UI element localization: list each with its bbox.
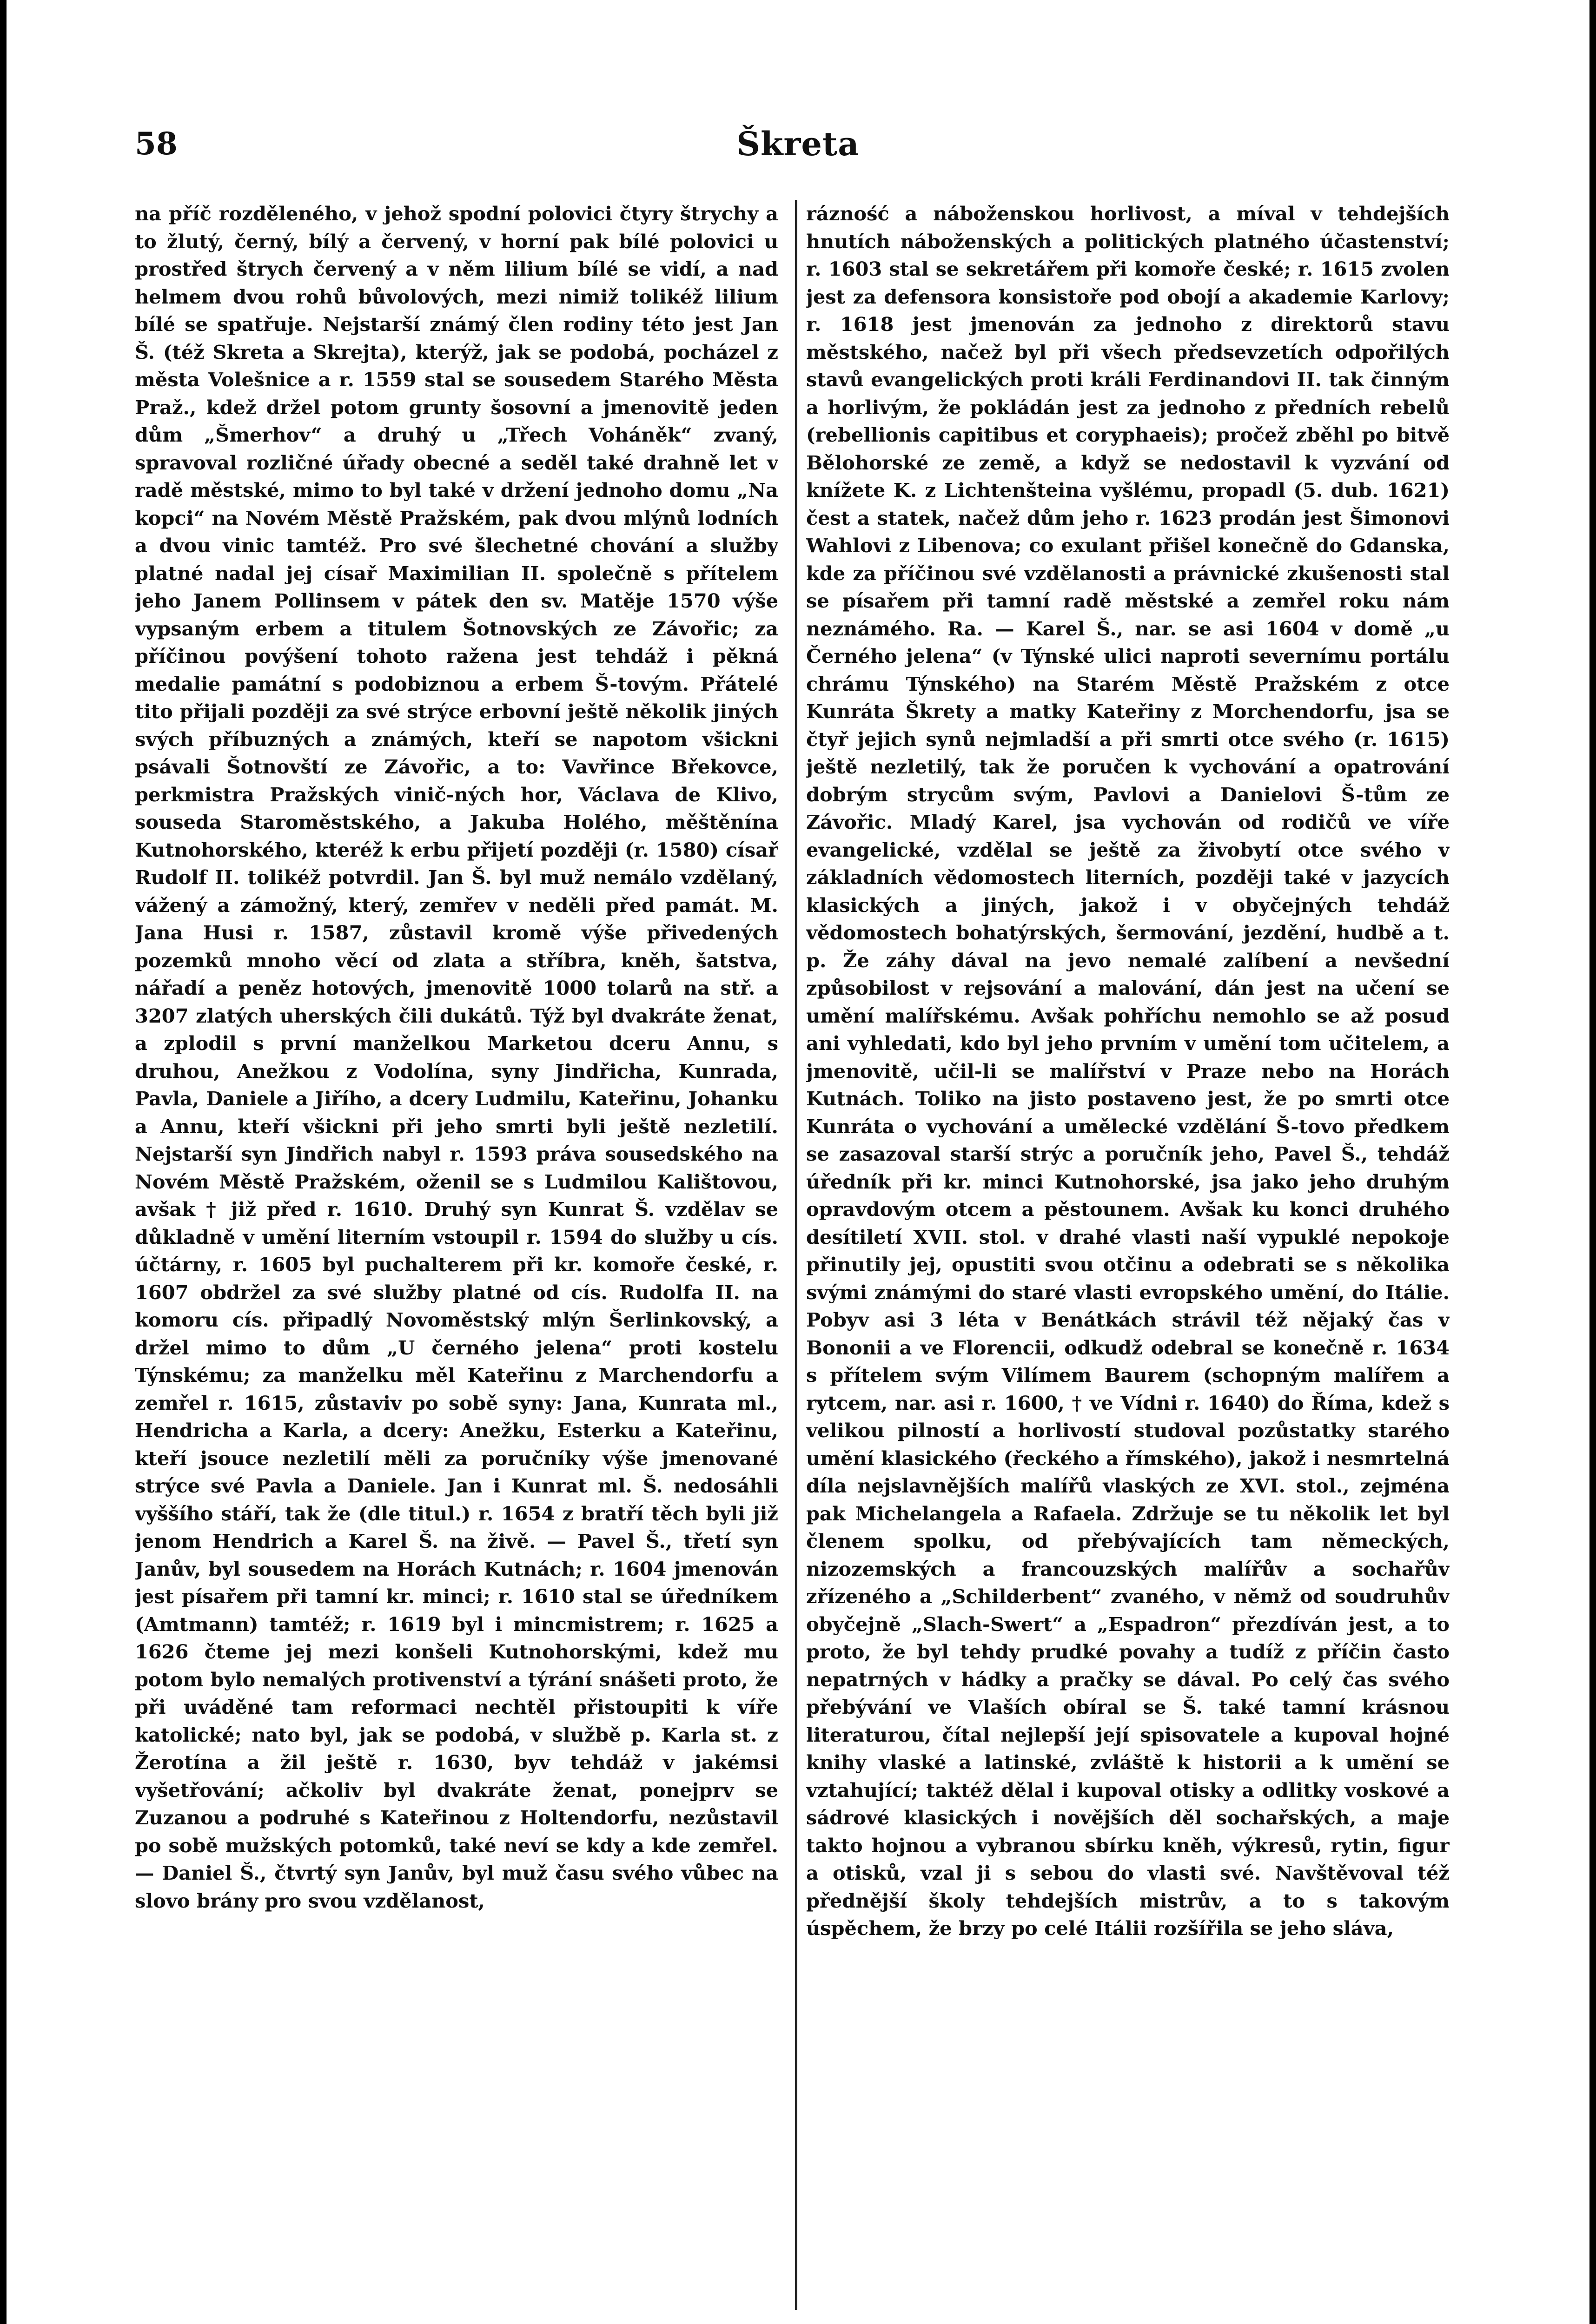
right-column-text: rázność a náboženskou horlivost, a míval v tehdejších hnutích náboženských a politických platného účastenství; r. 1603 stal se sekretářem při komoře české; r. 1615 zvolen jest za defensora konsistoře pod obojí a akademie Karlovy; r. 1618 jest jmenován za jednoho z direktorů stavu městského, načež byl při všech předsevzetích odpořilých stavů evangelických proti králi Ferdinandovi II. tak činným a horlivým, že pokládán jest za jednoho z předních rebelů (rebellionis capitibus et coryphaeis); pročež zběhl po bitvě Bělohorské ze země, a když se nedostavil k vyzvání od knížete K. z Lichtenšteina vyšlému, propadl (5. dub. 1621) čest a statek, načež dům jeho r. 1623 prodán jest Šimonovi Wahlovi z Libenova; co exulant přišel konečně do Gdanska, kde za příčinou své vzdělanosti a právnické zkušenosti stal se písařem při tamní radě městské a zemřel roku nám neznámého. Ra. — Karel Š., nar. se asi 1604 v domě „u Černého jelena“ (v Týnské ulici naproti severnímu portálu chrámu Týnského) na Starém Městě Pražském z otce Kunráta Škrety a matky Kateřiny z Morchendorfu, jsa se čtyř jejich synů nejmladší a při smrti otce svého (r. 1615) ještě nezletilý, tak že poručen k vychování a opatrování dobrým strycům svým, Pavlovi a Danielovi Š-tům ze Závořic. Mladý Karel, jsa vychován od rodičů ve víře evangelické, vzdělal se ještě za živobytí otce svého v základních vědomostech literních, později také v jazycích klasických a jiných, jakož i v obyčejných tehdáž vědomostech bohatýrských, šermování, jezdění, hudbě a t. p. Že záhy dával na jevo nemalé zalíbení a nevšední způsobilost v rejsování a malování, dán jest na učení se umění malířskému. Avšak pohříchu nemohlo se až posud ani vyhledati, kdo byl jeho prvním v umění tom učitelem, a jmenovitě, učil-li se malířství v Praze nebo na Horách Kutnách. Toliko na jisto postaveno jest, že po smrti otce Kunráta o vychování a umělecké vzdělání Š-tovo předkem se zasazoval starší strýc a poručník jeho, Pavel Š., tehdáž úředník při kr. minci Kutnohorské, jsa jako jeho druhým opravdovým otcem a pěstounem. Avšak ku konci druhého desítiletí XVII. stol. v drahé vlasti naší vypuklé nepokoje přinutily jej, opustiti svou otčinu a odebrati se s několika svými známými do staré vlasti evropského umění, do Itálie. Pobyv asi 3 léta v Benátkách strávil též nějaký čas v Bononii a ve Florencii, odkudž odebral se konečně r. 1634 s přítelem svým Vilímem Baurem (schopným malířem a rytcem, nar. asi r. 1600, † ve Vídni r. 1640) do Říma, kdež s velikou pilností a horlivostí studoval pozůstatky starého umění klasického (řeckého a římského), jakož i nesmrtelná díla nejslavnějších malířů vlaských ze XVI. stol., zejména pak Michelangela a Rafaela. Zdržuje se tu několik let byl členem spolku, od přebývajících tam německých, nizozemských a francouzských malířův a sochařův zřízeného a „Schilderbent“ zvaného, v němž od soudruhův obyčejně „Slach-Swert“ a „Espadron“ přezdíván jest, a to proto, že byl tehdy prudké povahy a tudíž z příčin často nepatrných v hádky a pračky se dával. Po celý čas svého přebývání ve Vlaších obíral se Š. také tamní krásnou literaturou, čítal nejlepší její spisovatele a kupoval hojné knihy vlaské a latinské, zvláště k historii a k umění se vztahující; taktéž dělal i kupoval otisky a odlitky voskové a sádrové klasických i novějších děl sochařských, a maje takto hojnou a vybranou sbírku kněh, výkresů, rytin, figur a otisků, vzal ji s sebou do vlasti své. Navštěvoval též přednější školy tehdejších mistrův, a to s takovým úspěchem, že brzy po celé Itálii rozšířila se jeho sláva, (806, 202, 1450, 1940)
page-header (7, 116, 1589, 172)
page-number: 58 (135, 125, 178, 162)
right-column (806, 200, 1450, 2319)
column-rule (795, 200, 797, 2310)
scanned-page (7, 0, 1589, 2324)
running-head: Škreta (736, 125, 860, 163)
left-column-text: na příč rozděleného, v jehož spodní polovici čtyry štrychy a to žlutý, černý, bílý a červený, v horní pak bílé polovici u prostřed štrych červený a v něm lilium bílé se vidí, a nad helmem dvou rohů bůvolových, mezi nimiž tolikéž lilium bílé se spatřuje. Nejstarší známý člen rodiny této jest Jan Š. (též Skreta a Skrejta), kterýž, jak se podobá, pocházel z města Volešnice a r. 1559 stal se sousedem Starého Města Praž., kdež držel potom grunty šosovní a jmenovitě jeden dům „Šmerhov“ a druhý u „Třech Voháněk“ zvaný, spravoval rozličné úřady obecné a seděl také drahně let v radě městské, mimo to byl také v držení jednoho domu „Na kopci“ na Novém Městě Pražském, pak dvou mlýnů lodních a dvou vinic tamtéž. Pro své šlechetné chování a služby platné nadal jej císař Maximilian II. společně s přítelem jeho Janem Pollinsem v pátek den sv. Matěje 1570 výše vypsaným erbem a titulem Šotnovských ze Závořic; za příčinou povýšení tohoto ražena jest tehdáž i pěkná medalie památní s podobiznou a erbem Š-tovým. Přátelé tito přijali později za své strýce erbovní ještě několik jiných svých příbuzných a známých, kteří se napotom všickni psávali Šotnovští ze Závořic, a to: Vavřince Břekovce, perkmistra Pražských vinič-ných hor, Václava de Klivo, souseda Staroměstského, a Jakuba Holého, měštěnína Kutnohorského, kteréž k erbu přijetí později (r. 1580) císař Rudolf II. tolikéž potvrdil. Jan Š. byl muž nemálo vzdělaný, vážený a zámožný, který, zemřev v neděli před památ. M. Jana Husi r. 1587, zůstavil kromě výše přivedených pozemků mnoho věcí od zlata a stříbra, kněh, šatstva, nářadí a peněz hotových, jmenovitě 1000 tolarů na stř. a 3207 zlatých uherských čili dukátů. Týž byl dvakráte ženat, a zplodil s první manželkou Marketou dceru Annu, s druhou, Anežkou z Vodolína, syny Jindřicha, Kunrada, Pavla, Daniele a Jiřího, a dcery Ludmilu, Kateřinu, Johanku a Annu, kteří všickni při jeho smrti byli ještě nezletilí. Nejstarší syn Jindřich nabyl r. 1593 práva sousedského na Novém Městě Pražském, oženil se s Ludmilou Kalištovou, avšak † již před r. 1610. Druhý syn Kunrat Š. vzdělav se důkladně v umění literním vstoupil r. 1594 do služby u cís. účtárny, r. 1605 byl puchalterem při kr. komoře české, r. 1607 obdržel za své služby platné od cís. Rudolfa II. na komoru cís. připadlý Novoměstský mlýn Šerlinkovský, a držel mimo to dům „U černého jelena“ proti kostelu Týnskému; za manželku měl Kateřinu z Marchendorfu a zemřel r. 1615, zůstaviv po sobě syny: Jana, Kunrata ml., Hendricha a Karla, a dcery: Anežku, Esterku a Kateřinu, kteří jsouce nezletilí měli za poručníky výše jmenované strýce své Pavla a Daniele. Jan i Kunrat ml. Š. nedosáhli vyššího stáří, tak že (dle titul.) r. 1654 z bratří těch byli již jenom Hendrich a Karel Š. na živě. — Pavel Š., třetí syn Janův, byl sousedem na Horách Kutnách; r. 1604 jmenován jest písařem při tamní kr. minci; r. 1610 stal se úředníkem (Amtmann) tamtéž; r. 1619 byl i mincmistrem; r. 1625 a 1626 čteme jej mezi konšeli Kutnohorskými, kdež mu potom bylo nemalých protivenství a týrání snášeti proto, že při uváděné tam reformaci nechtěl přistoupiti k víře katolické; nato byl, jak se podobá, v službě p. Karla st. z Žerotína a žil ještě r. 1630, byv tehdáž v jakémsi vyšetřování; ačkoliv byl dvakráte ženat, ponejprv se Zuzanou a podruhé s Kateřinou z Holtendorfu, nezůstavil po sobě mužských potomků, také neví se kdy a kde zemřel. — Daniel Š., čtvrtý syn Janův, byl muž času svého vůbec na slovo brány pro svou vzdělanost, (135, 202, 778, 1912)
left-column (135, 200, 778, 2319)
